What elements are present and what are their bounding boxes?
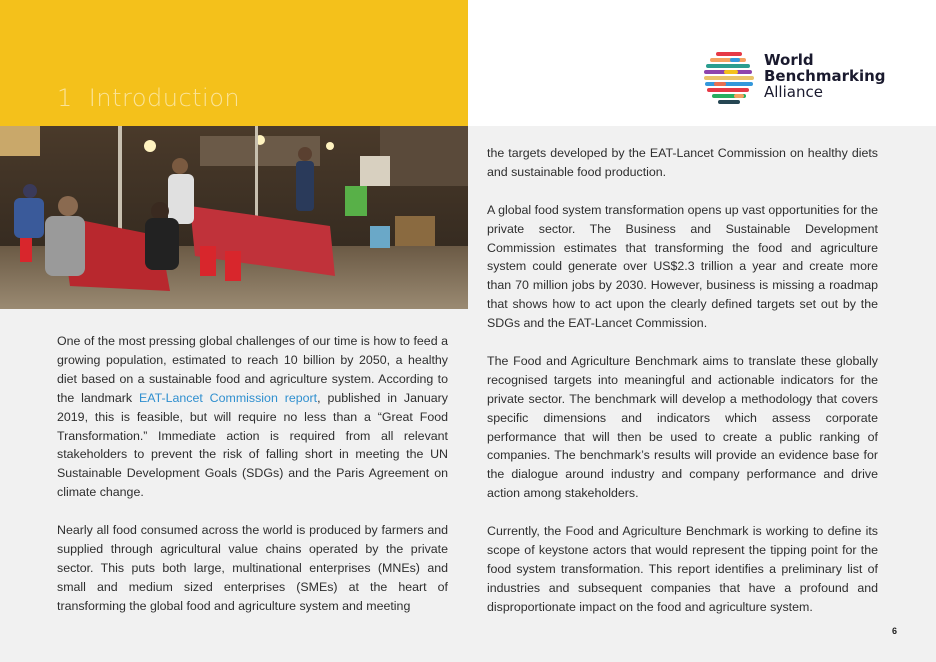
section-number: 1 [57,84,73,112]
right-text-column [487,144,878,636]
photo-illustration [0,126,468,309]
eat-lancet-report-link[interactable]: EAT-Lancet Commission report [138,390,318,405]
right-paragraph-2: A global food system transformation opens up vast opportunities for the private sector. The Business and Sustainable Development Commission estimates that transforming the food and agriculture system could generate over US$2.3 trillion a year and create more than 70 million jobs by 2030. However, business is missing a roadmap that shows how to act upon the clearly defined targets set out by the SDGs and the EAT-Lancet Commission. [487,202,878,331]
left-paragraph-2: Nearly all food consumed across the world is produced by farmers and supplied through agricultural value chains operated by the private sector. This puts both large, multinational enterprises (MNEs) and small and medium sized enterprises (SMEs) at the heart of transforming the global food and agriculture system and meeting [57,523,448,613]
logo-word-alliance: Alliance [764,83,823,101]
left-paragraph-1 [57,332,448,502]
left-p1-text-a: One of the most pressing global challenges of our time is how to feed a growing population, estimated to reach 10 billion by 2050, a healthy diet based on a sustainable food and agriculture system. According to the landmark [57,334,448,405]
logo-area [468,0,936,126]
page-number: 6 [892,626,898,636]
right-paragraph-1: the targets developed by the EAT-Lancet Commission on healthy diets and sustainable food production. [487,146,878,179]
right-paragraph-4: Currently, the Food and Agriculture Benchmark is working to define its scope of keystone actors that would represent the tipping point for the food system transformation. This report identifies a preliminary list of industries and subsequent companies that have a profound and disproportionate impact on the food and agriculture system. [487,524,878,614]
left-p1-text-b: , published in January 2019, this is feasible, but will require no less than a “Great Food Transformation.” Immediate action is required from all relevant stakeholders to prevent the risk of falling short in meeting the UN Sustainable Development Goals (SDGs) and the Paris Agreement on climate change. [57,390,448,500]
logo-wordmark [764,52,886,100]
section-title [57,84,240,112]
right-paragraph-3: The Food and Agriculture Benchmark aims to translate these globally recognised targets into meaningful and actionable indicators for the private sector. The benchmark will develop a methodology that covers specific dimensions and indicators which assess corporate performance that will then be used to create a public ranking of companies. The benchmark’s results will provide an evidence base for the dialogue around industry and company performance and drive action among stakeholders. [487,353,878,501]
logo-word-world: World [764,51,814,69]
street-food-market-photo [0,126,468,309]
logo-word-benchmarking: Benchmarking [764,67,886,85]
section-header-band [0,0,468,126]
section-title-text: Introduction [88,84,241,112]
left-text-column [57,332,448,634]
wba-striped-globe-icon [704,50,756,106]
